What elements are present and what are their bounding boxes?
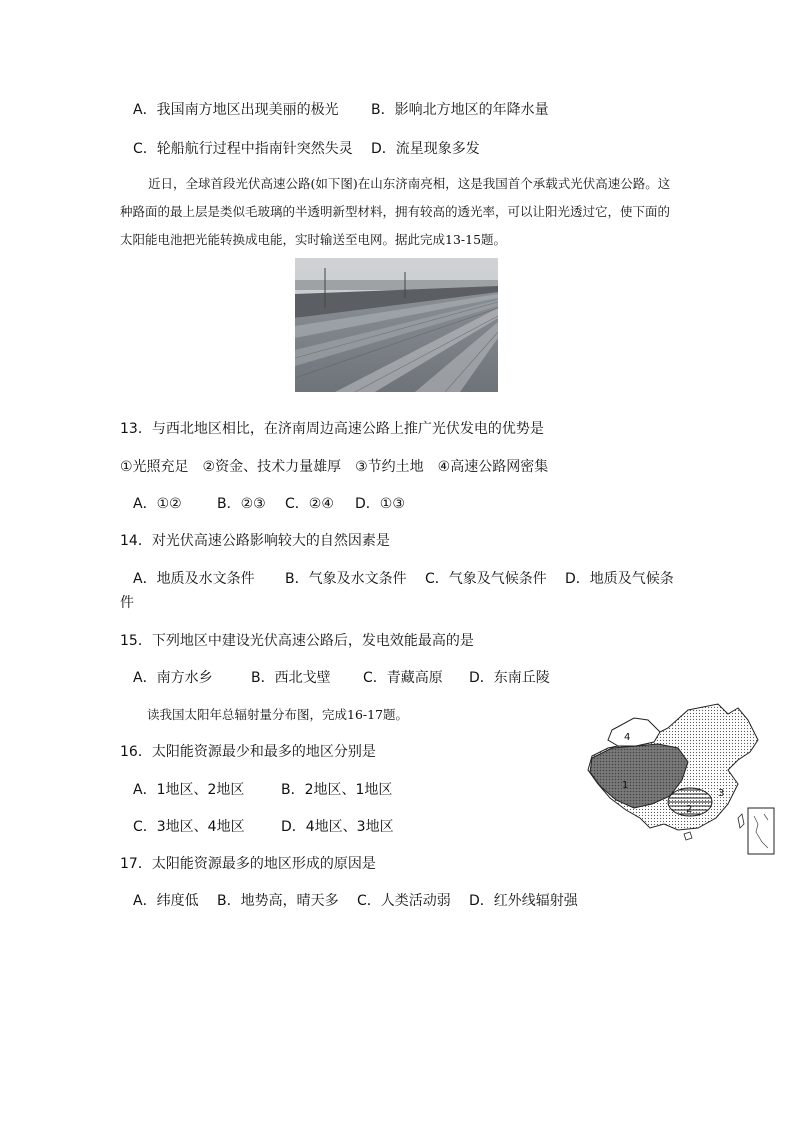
map-label-3: 3 <box>718 788 725 799</box>
q15-option-a: A．南方水乡 <box>133 670 213 686</box>
island-hainan <box>684 832 692 840</box>
question-14-wrap: 件 <box>120 595 134 611</box>
q15-option-d: D．东南丘陵 <box>469 670 550 686</box>
solar-highway-illustration <box>295 258 498 392</box>
question-13-stem: 13．与西北地区相比，在济南周边高速公路上推广光伏发电的优势是 <box>120 421 544 437</box>
region-4 <box>608 718 660 746</box>
map-label-4: 4 <box>624 732 631 743</box>
map-label-1: 1 <box>622 780 629 791</box>
prev-option-row-1 <box>133 101 549 119</box>
q14-option-b: B．气象及水文条件 <box>285 571 407 587</box>
china-map-svg <box>578 700 778 860</box>
question-16-options-row-2 <box>133 818 394 836</box>
south-sea-inset <box>748 808 774 854</box>
prev-option-b: B．影响北方地区的年降水量 <box>371 102 549 118</box>
intro-16-17: 读我国太阳年总辐射量分布图，完成16-17题。 <box>147 707 409 722</box>
intro-paragraph-13-15: 近日，全球首段光伏高速公路(如下图)在山东济南亮相，这是我国首个承载式光伏高速公路。这种路面的最上层是类似毛玻璃的半透明新型材料，拥有较高的透光率，可以让阳光透过它，使下面的太阳能电池把光能转换成电能，实时输送至电网。据此完成13-15题。 <box>120 176 671 247</box>
q13-option-b: B．②③ <box>217 496 266 512</box>
q13-option-a: A．①② <box>133 496 182 512</box>
prev-option-a: A．我国南方地区出现美丽的极光 <box>133 102 339 118</box>
q14-option-a: A．地质及水文条件 <box>133 571 255 587</box>
q16-option-c: C．3地区、4地区 <box>133 819 245 835</box>
q15-option-b: B．西北戈壁 <box>251 670 331 686</box>
question-13-items: ①光照充足 ②资金、技术力量雄厚 ③节约土地 ④高速公路网密集 <box>120 459 549 475</box>
map-label-2: 2 <box>686 804 693 815</box>
q13-option-d: D．①③ <box>355 496 405 512</box>
question-15-stem: 15．下列地区中建设光伏高速公路后，发电效能最高的是 <box>120 633 474 649</box>
q14-option-d: D．地质及气候条 <box>565 571 674 587</box>
q17-option-b: B．地势高，晴天多 <box>217 893 339 909</box>
question-17-stem: 17．太阳能资源最多的地区形成的原因是 <box>120 856 376 872</box>
q14-option-c: C．气象及气候条件 <box>425 571 547 587</box>
question-16-options-row-1 <box>133 781 393 799</box>
q17-option-a: A．纬度低 <box>133 893 199 909</box>
island-taiwan <box>738 814 744 828</box>
q16-option-d: D．4地区、3地区 <box>281 819 394 835</box>
q17-option-d: D．红外线辐射强 <box>469 893 578 909</box>
question-13-options <box>133 495 405 513</box>
question-16-stem: 16．太阳能资源最少和最多的地区分别是 <box>120 744 376 760</box>
q17-option-c: C．人类活动弱 <box>357 893 451 909</box>
prev-option-d: D．流星现象多发 <box>371 141 480 157</box>
china-solar-radiation-map <box>578 700 778 860</box>
question-17-options <box>133 892 578 910</box>
prev-option-row-2 <box>133 140 480 158</box>
q16-option-a: A．1地区、2地区 <box>133 782 245 798</box>
question-14-options <box>133 570 674 588</box>
q13-option-c: C．②④ <box>285 496 334 512</box>
prev-option-c: C．轮船航行过程中指南针突然失灵 <box>133 141 353 157</box>
question-14-stem: 14．对光伏高速公路影响较大的自然因素是 <box>120 533 390 549</box>
q16-option-b: B．2地区、1地区 <box>281 782 393 798</box>
question-15-options <box>133 669 550 687</box>
q15-option-c: C．青藏高原 <box>363 670 443 686</box>
solar-highway-photo <box>295 258 498 392</box>
